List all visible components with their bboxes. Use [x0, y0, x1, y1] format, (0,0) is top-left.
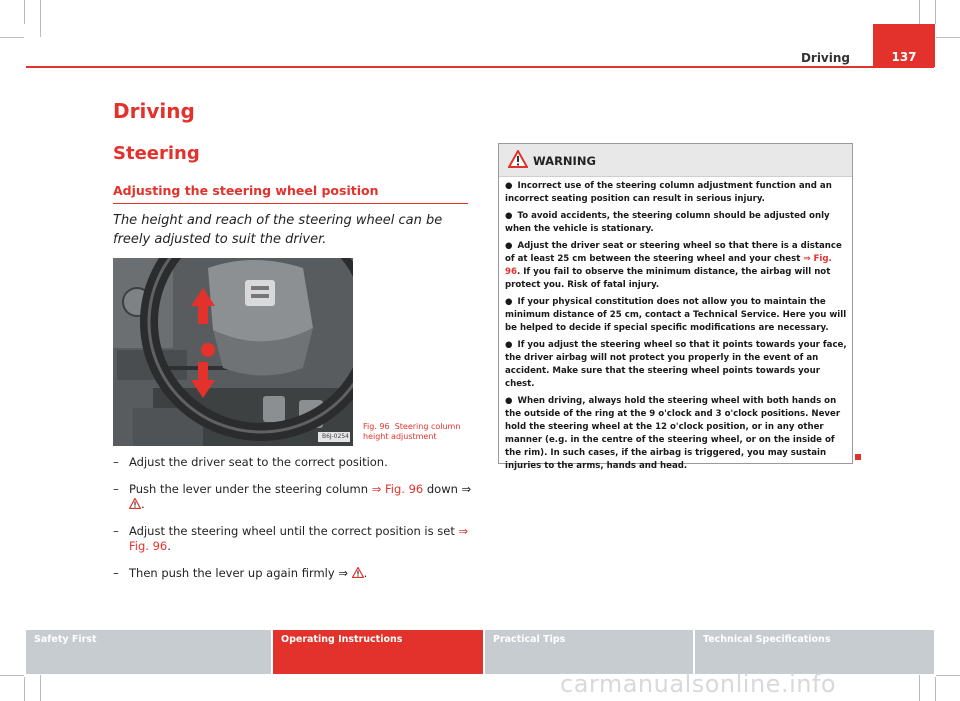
header-rule — [26, 66, 934, 68]
warning-item: ● Incorrect use of the steering column adjustment function and an incorrect seating position can result in serious injury. — [505, 181, 832, 204]
crop-mark — [0, 37, 24, 38]
step-item: – Adjust the driver seat to the correct position. — [113, 455, 388, 469]
crop-mark — [24, 0, 25, 24]
warning-box — [498, 143, 853, 471]
section-end-marker — [855, 454, 861, 460]
subsection-rule — [113, 203, 468, 204]
step-item: – Push the lever under the steering column ⇒ Fig. 96 down ⇒ . — [113, 482, 472, 511]
crop-mark — [936, 675, 960, 676]
tab-operating-instructions[interactable]: Operating Instructions — [273, 630, 483, 674]
chapter-title: Driving — [113, 99, 195, 123]
warning-list — [505, 180, 847, 477]
running-title: Driving — [800, 51, 850, 65]
page-number: 137 — [891, 50, 917, 64]
intro-text: The height and reach of the steering wheel can be freely adjusted to suit the driver. — [113, 213, 443, 247]
section-title: Steering — [113, 143, 200, 164]
warning-triangle-icon — [508, 150, 528, 168]
figure-caption-label: Fig. 96 — [363, 422, 390, 431]
instruction-steps — [113, 455, 473, 593]
warning-triangle-icon[interactable] — [129, 498, 141, 509]
subsection-title: Adjusting the steering wheel position — [113, 183, 379, 198]
figure-link[interactable]: ⇒ Fig. 96 — [505, 254, 832, 277]
tab-practical-tips[interactable]: Practical Tips — [485, 630, 693, 674]
figure-caption-text: Steering column height adjustment — [363, 422, 461, 441]
warning-item: ● When driving, always hold the steering wheel with both hands on the outside of the ring at the 9 o'clock and 3 o'clock positions. Never hold the steering wheel at the 12 o'clock position, or in any other manner (e.g. in the centre of the steering wheel, or on the inside of the rim). In such cases, if the airbag is triggered, you may sustain injuries to the arms, hands and head. — [505, 396, 841, 471]
page-number-box — [873, 24, 935, 67]
steering-wheel-figure — [113, 258, 353, 446]
tab-safety-first[interactable]: Safety First — [26, 630, 271, 674]
figure-link[interactable]: ⇒ Fig. 96 — [129, 524, 469, 553]
warning-triangle-icon[interactable] — [352, 567, 364, 578]
warning-title: WARNING — [533, 154, 596, 168]
warning-item: ● To avoid accidents, the steering column should be adjusted only when the vehicle is stationary. — [505, 211, 830, 234]
crop-mark — [40, 675, 41, 701]
figure-caption — [363, 422, 473, 442]
step-item: – Then push the lever up again firmly ⇒ . — [113, 566, 368, 580]
crop-mark — [935, 0, 936, 24]
step-item: – Adjust the steering wheel until the correct position is set ⇒ Fig. 96. — [113, 524, 469, 553]
figure-code: B6J-0254 — [322, 433, 349, 440]
steering-wheel-illustration — [113, 258, 353, 446]
tab-technical-specifications[interactable]: Technical Specifications — [695, 630, 934, 674]
figure-link[interactable]: ⇒ Fig. 96 — [371, 482, 424, 496]
warning-header — [499, 144, 852, 177]
warning-item: ● If you adjust the steering wheel so that it points towards your face, the driver airbag will not protect you properly in the event of an accident. Make sure that the steering wheel points towards your chest. — [505, 340, 847, 389]
crop-mark — [935, 677, 936, 701]
crop-mark — [919, 675, 920, 701]
warning-item: ● If your physical constitution does not allow you to maintain the minimum distance of 25 cm, contact a Technical Service. Here you will be helped to decide if special specific modifications are necessary. — [505, 297, 847, 333]
crop-mark — [0, 675, 24, 676]
warning-item: ● Adjust the driver seat or steering wheel so that there is a distance of at least 25 cm between the steering wheel and your chest ⇒ Fig. 96. If you fail to observe the minimum distance, the airbag will not protect you. Risk of fatal injury. — [505, 241, 842, 290]
watermark: carmanualsonline.info — [560, 670, 837, 698]
crop-mark — [936, 37, 960, 38]
crop-mark — [40, 0, 41, 37]
crop-mark — [24, 677, 25, 701]
